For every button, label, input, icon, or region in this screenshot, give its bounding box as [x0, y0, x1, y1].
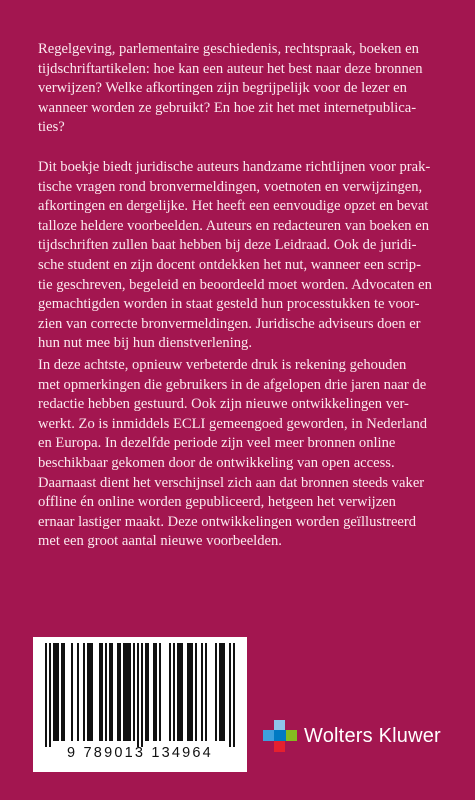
barcode-bar [55, 643, 57, 741]
barcode-bar [125, 643, 127, 741]
barcode-bar [195, 643, 197, 741]
barcode-bar [173, 643, 175, 741]
wolters-kluwer-logo-icon [262, 718, 298, 754]
barcode-bar [117, 643, 119, 741]
barcode-bar [71, 643, 73, 741]
paragraph-line: tijdschriftartikelen: hoe kan een auteur het best naar deze bronnen [38, 60, 423, 77]
barcode-bar [169, 643, 171, 741]
paragraph-line: verwijzen? Welke afkortingen zijn begrijpelijk voor de lezer en [38, 80, 407, 97]
barcode-bar [123, 643, 125, 741]
barcode-bar [105, 643, 107, 741]
back-cover-paragraph-intro [38, 40, 448, 138]
barcode-bar [145, 643, 147, 741]
paragraph-line: afkortingen en dergelijke. Het heeft een eenvoudige opzet en bevat [38, 198, 429, 215]
paragraph-line: hun nut mee bij hun dienstverlening. [38, 335, 253, 352]
paragraph-line: tie geschreven, begeleid en beoordeeld moet worden. Advocaten en [38, 276, 432, 293]
paragraph-line: talloze heldere voorbeelden. Auteurs en redacteuren van boeken en [38, 217, 430, 234]
publisher-brand [262, 718, 441, 754]
paragraph-line: offline én online worden gepubliceerd, hetgeen het verwijzen [38, 494, 396, 511]
barcode-digits: 9 789013 134964 [67, 745, 213, 761]
barcode-bar [229, 643, 231, 747]
barcode-bar [191, 643, 193, 741]
barcode-bar [57, 643, 59, 741]
barcode-bar [181, 643, 183, 741]
barcode-bar [219, 643, 221, 741]
paragraph-line: tische vragen rond bronvermeldingen, voetnoten en verwijzingen, [38, 178, 423, 195]
barcode-bar [189, 643, 191, 741]
barcode-bar [179, 643, 181, 741]
barcode-bar [141, 643, 143, 747]
paragraph-line: tijdschriften zullen baat hebben bij deze Leidraad. Ook de juridi- [38, 237, 417, 254]
barcode-bar [215, 643, 217, 741]
barcode-bar [223, 643, 225, 741]
barcode-bar [63, 643, 65, 741]
paragraph-line: redactie hebben gestuurd. Ook zijn nieuwe ontwikkelingen ver- [38, 396, 409, 413]
barcode-bar [127, 643, 129, 741]
barcode-bar [177, 643, 179, 741]
barcode-bar [83, 643, 85, 741]
paragraph-line: met een groot aantal nieuwe voorbeelden. [38, 533, 282, 550]
paragraph-line: werkt. Zo is inmiddels ECLI gemeengoed geworden, in Nederland [38, 415, 428, 432]
paragraph-line: met opmerkingen die gebruikers in de afgelopen drie jaren naar de [38, 376, 427, 393]
barcode-bar [111, 643, 113, 741]
barcode-bar [155, 643, 157, 741]
barcode-bar [205, 643, 207, 741]
paragraph-line: Dit boekje biedt juridische auteurs handzame richtlijnen voor prak- [38, 159, 431, 175]
paragraph-line: ernaar lastiger maakt. Deze ontwikkelingen worden geïllustreerd [38, 513, 417, 530]
barcode-bar [109, 643, 111, 741]
paragraph-line: ties? [38, 119, 65, 136]
paragraph-line: zien van correcte bronvermeldingen. Juridische adviseurs doen er [38, 315, 421, 332]
paragraph-line: beschikbaar gekomen door de ontwikkeling van open access. [38, 454, 395, 471]
barcode-bar [159, 643, 161, 741]
barcode-bar [221, 643, 223, 741]
paragraph-line: Regelgeving, parlementaire geschiedenis, rechtspraak, boeken en [38, 41, 419, 57]
barcode [33, 637, 247, 772]
barcode-bar [119, 643, 121, 741]
paragraph-line: en Europa. In dezelfde periode zijn veel meer bronnen online [38, 435, 396, 452]
barcode-bar [61, 643, 63, 741]
barcode-bar [233, 643, 235, 747]
barcode-bar [53, 643, 55, 741]
back-cover-paragraph-description [38, 158, 448, 354]
barcode-bar [153, 643, 155, 741]
paragraph-line: gemachtigden worden in staat gesteld hun processtukken te voor- [38, 296, 420, 313]
barcode-bar [49, 643, 51, 747]
barcode-bar [187, 643, 189, 741]
barcode-bar [77, 643, 79, 741]
barcode-bar [129, 643, 131, 741]
paragraph-line: wanneer worden ze gebruikt? En hoe zit het met internetpublica- [38, 99, 417, 116]
barcode-bar [133, 643, 135, 741]
barcode-bar [99, 643, 101, 741]
back-cover-paragraph-edition [38, 356, 448, 552]
barcode-bars [33, 637, 247, 749]
barcode-bar [45, 643, 47, 747]
barcode-bar [101, 643, 103, 741]
barcode-bar [91, 643, 93, 741]
barcode-bar [137, 643, 139, 747]
barcode-bar [89, 643, 91, 741]
barcode-bar [87, 643, 89, 741]
publisher-name: Wolters Kluwer [304, 724, 441, 747]
barcode-bar [201, 643, 203, 741]
paragraph-line: Daarnaast dient het verschijnsel zich aan dat bronnen steeds vaker [38, 474, 425, 491]
paragraph-line: sche student en zijn docent ontdekken het nut, wanneer een scrip- [38, 256, 421, 273]
barcode-bar [147, 643, 149, 741]
paragraph-line: In deze achtste, opnieuw verbeterde druk is rekening gehouden [38, 357, 407, 373]
